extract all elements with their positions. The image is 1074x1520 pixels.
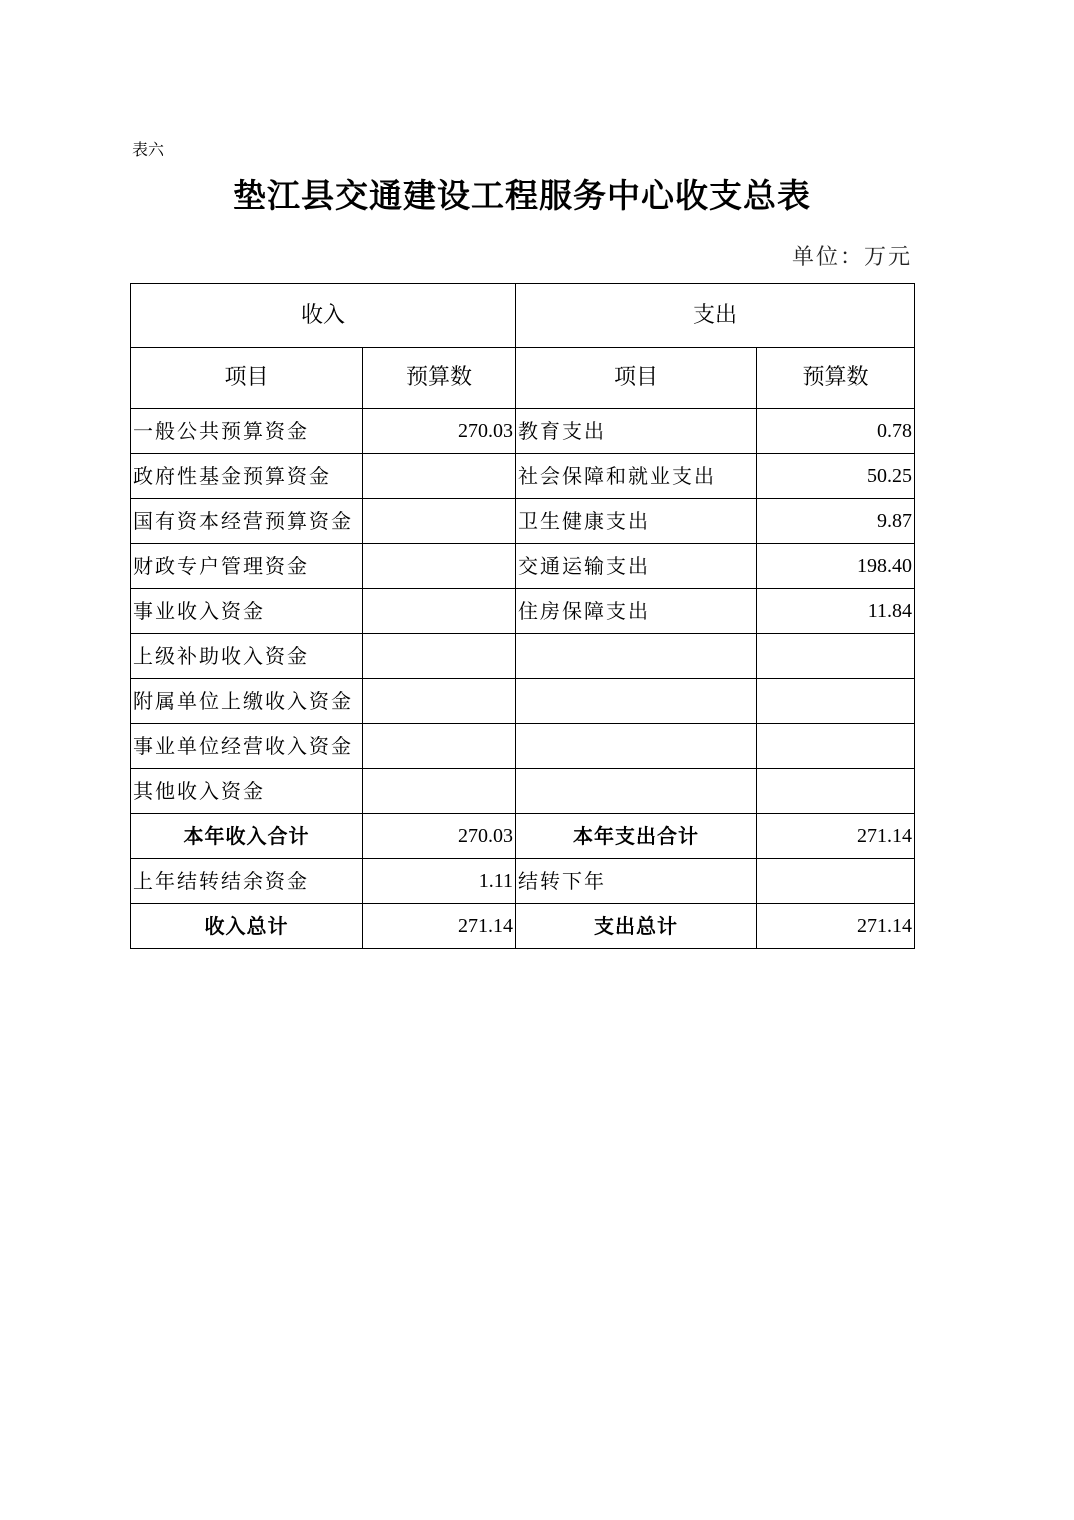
- income-item-column-header: 项目: [131, 348, 363, 409]
- expense-subtotal-label: 本年支出合计: [516, 814, 757, 859]
- expense-value: 9.87: [757, 499, 915, 544]
- expense-item: 卫生健康支出: [516, 499, 757, 544]
- expense-value: 198.40: [757, 544, 915, 589]
- carryover-row: [131, 859, 915, 904]
- income-item: 财政专户管理资金: [131, 544, 363, 589]
- income-value: [363, 589, 516, 634]
- income-item: 事业收入资金: [131, 589, 363, 634]
- table-label: 表六: [132, 140, 165, 159]
- unit-label: 单位：万元: [791, 245, 912, 270]
- subtotal-row: [131, 814, 915, 859]
- expense-value: [757, 724, 915, 769]
- income-total-label: 收入总计: [131, 904, 363, 949]
- expense-item: 社会保障和就业支出: [516, 454, 757, 499]
- expense-value: 0.78: [757, 409, 915, 454]
- income-item: 事业单位经营收入资金: [131, 724, 363, 769]
- expense-carryover-item: 结转下年: [516, 859, 757, 904]
- income-value: [363, 679, 516, 724]
- income-subtotal-label: 本年收入合计: [131, 814, 363, 859]
- income-total-value: 271.14: [363, 904, 516, 949]
- expense-item: [516, 634, 757, 679]
- expense-item: [516, 769, 757, 814]
- income-item: 国有资本经营预算资金: [131, 499, 363, 544]
- budget-summary-table: [130, 283, 915, 949]
- table-row: [131, 589, 915, 634]
- income-subtotal-value: 270.03: [363, 814, 516, 859]
- table-row: [131, 769, 915, 814]
- expense-budget-column-header: 预算数: [757, 348, 915, 409]
- table-subheader-row: [131, 348, 915, 409]
- expense-value: [757, 634, 915, 679]
- table-row: [131, 679, 915, 724]
- expense-total-value: 271.14: [757, 904, 915, 949]
- table-row: [131, 454, 915, 499]
- income-carryover-value: 1.11: [363, 859, 516, 904]
- table-row: [131, 724, 915, 769]
- income-carryover-item: 上年结转结余资金: [131, 859, 363, 904]
- income-value: 270.03: [363, 409, 516, 454]
- expense-item: [516, 679, 757, 724]
- expense-subtotal-value: 271.14: [757, 814, 915, 859]
- table-row: [131, 499, 915, 544]
- income-item: 政府性基金预算资金: [131, 454, 363, 499]
- income-value: [363, 454, 516, 499]
- expense-carryover-value: [757, 859, 915, 904]
- income-item: 一般公共预算资金: [131, 409, 363, 454]
- income-value: [363, 499, 516, 544]
- expense-value: [757, 679, 915, 724]
- income-value: [363, 544, 516, 589]
- expense-value: 50.25: [757, 454, 915, 499]
- expense-item: 教育支出: [516, 409, 757, 454]
- table-row: [131, 634, 915, 679]
- expense-total-label: 支出总计: [516, 904, 757, 949]
- expense-item-column-header: 项目: [516, 348, 757, 409]
- table-row: [131, 544, 915, 589]
- income-header: 收入: [131, 284, 516, 348]
- income-value: [363, 724, 516, 769]
- table-row: [131, 409, 915, 454]
- page-title: 垫江县交通建设工程服务中心收支总表: [233, 176, 811, 215]
- expense-item: 住房保障支出: [516, 589, 757, 634]
- expense-item: [516, 724, 757, 769]
- income-item: 其他收入资金: [131, 769, 363, 814]
- income-value: [363, 634, 516, 679]
- income-value: [363, 769, 516, 814]
- expense-item: 交通运输支出: [516, 544, 757, 589]
- income-item: 上级补助收入资金: [131, 634, 363, 679]
- expense-header: 支出: [516, 284, 915, 348]
- expense-value: 11.84: [757, 589, 915, 634]
- expense-value: [757, 769, 915, 814]
- total-row: [131, 904, 915, 949]
- income-item: 附属单位上缴收入资金: [131, 679, 363, 724]
- income-budget-column-header: 预算数: [363, 348, 516, 409]
- table-header-row: [131, 284, 915, 348]
